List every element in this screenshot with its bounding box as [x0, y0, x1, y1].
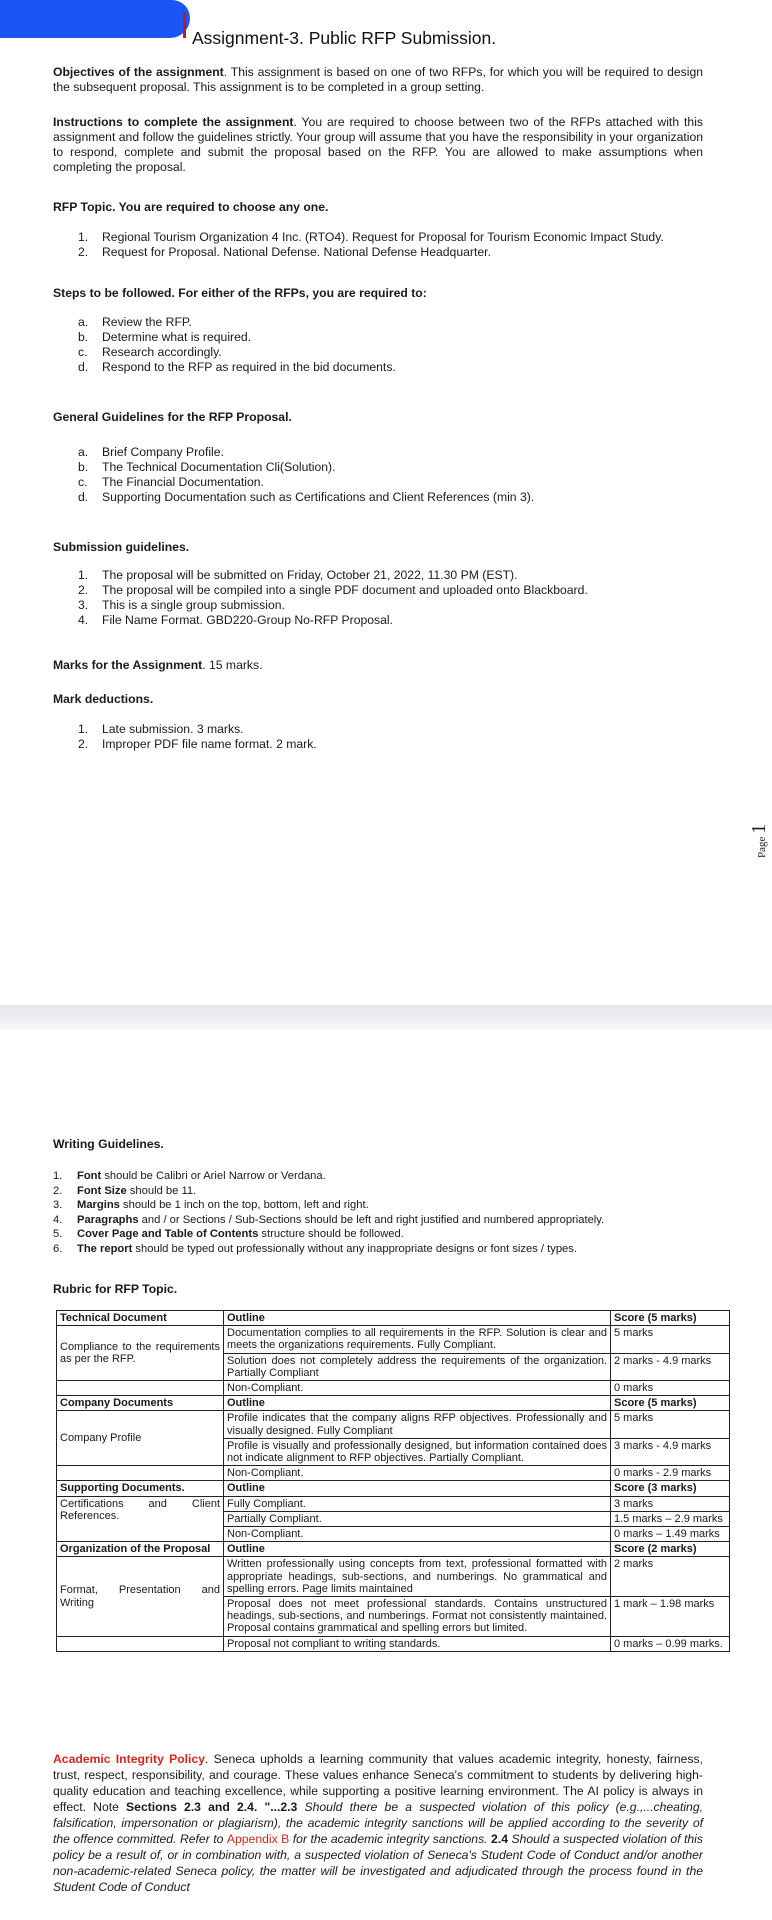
- list-item: [78, 230, 664, 245]
- list-bold-term: The report: [77, 1242, 133, 1255]
- criterion-cell: Compliance to the requirements as per the RFP.: [57, 1326, 224, 1381]
- appendix-b-link[interactable]: Appendix B: [226, 1832, 290, 1846]
- list-marker: b.: [78, 460, 89, 474]
- title-accent-bar: [183, 12, 186, 38]
- academic-integrity-paragraph: [53, 1751, 703, 1895]
- objectives-text: . This assignment is based on one of two RFPs, for which you will be required to design the subsequent proposal. This assignment is to be completed in a group setting.: [53, 65, 703, 94]
- list-text: Research accordingly.: [102, 345, 222, 359]
- list-item: [53, 1242, 604, 1257]
- score-cell: 3 marks - 4.9 marks: [611, 1438, 730, 1465]
- score-cell: 3 marks: [611, 1496, 730, 1511]
- integrity-section-2-4: 2.4: [491, 1832, 508, 1846]
- page-number: 1: [748, 823, 770, 834]
- list-item: [53, 1184, 604, 1199]
- list-item: [53, 1227, 604, 1242]
- list-bold-term: Font: [77, 1170, 102, 1182]
- list-text: Review the RFP.: [102, 315, 192, 329]
- list-item: [78, 445, 534, 460]
- table-row: [57, 1496, 730, 1511]
- description-cell: Solution does not completely address the requirements of the organization. Partially Compliant: [224, 1353, 611, 1380]
- deductions-list: [78, 722, 317, 752]
- score-cell: 0 marks – 0.99 marks.: [611, 1636, 730, 1651]
- list-text: The proposal will be compiled into a single PDF document and uploaded onto Blackboard.: [102, 583, 588, 597]
- list-marker: 6.: [53, 1242, 63, 1255]
- integrity-quote-start: "...2.3: [257, 1800, 298, 1814]
- table-row: [57, 1311, 730, 1326]
- section-cell: Supporting Documents.: [57, 1481, 224, 1496]
- list-text: The Technical Documentation Cli(Solution).: [102, 460, 336, 474]
- description-cell: Proposal not compliant to writing standards.: [224, 1636, 611, 1651]
- marks-label: Marks for the Assignment: [53, 658, 203, 672]
- table-row: [57, 1466, 730, 1481]
- list-text: structure should be followed.: [258, 1228, 404, 1241]
- list-marker: 4.: [53, 1213, 63, 1226]
- section-cell: Technical Document: [57, 1311, 224, 1326]
- criterion-cell: Format, Presentation and Writing: [57, 1557, 224, 1636]
- list-item: [78, 568, 588, 583]
- list-item: [78, 583, 588, 598]
- marks-text: . 15 marks.: [202, 658, 263, 672]
- score-cell: 5 marks: [611, 1326, 730, 1353]
- list-text: and / or Sections / Sub-Sections should be left and right justified and numbered appropriately.: [138, 1213, 605, 1226]
- objectives-paragraph: [53, 65, 703, 95]
- steps-list: [78, 315, 396, 375]
- writing-guidelines-list: [53, 1169, 604, 1257]
- list-marker: c.: [78, 475, 88, 489]
- table-row: [57, 1396, 730, 1411]
- list-marker: 2.: [53, 1184, 63, 1197]
- list-bold-term: Margins: [77, 1199, 120, 1212]
- criterion-cell: Certifications and Client References.: [57, 1496, 224, 1542]
- list-marker: d.: [78, 360, 89, 374]
- list-marker: 1.: [78, 230, 89, 244]
- list-text: Respond to the RFP as required in the bid documents.: [102, 360, 396, 374]
- page-label: Page: [756, 836, 768, 858]
- list-item: [78, 613, 588, 628]
- list-text: Request for Proposal. National Defense. National Defense Headquarter.: [102, 245, 491, 259]
- integrity-italic-text: Should a suspected violation of this policy be a result of, or in combination with, a suspected violation of Seneca's Student Code of Conduct and/or another non-academic-related Seneca policy, the matter will be investigated and adjudicated through the process found in the Student Code of Conduct: [53, 1832, 703, 1894]
- score-header-cell: Score (5 marks): [611, 1396, 730, 1411]
- outline-header-cell: Outline: [224, 1396, 611, 1411]
- rfp-topic-heading: RFP Topic. You are required to choose any one.: [53, 200, 329, 214]
- instructions-paragraph: [53, 115, 703, 175]
- list-bold-term: Paragraphs: [77, 1213, 139, 1226]
- list-text: Determine what is required.: [102, 330, 252, 344]
- assignment-title: Assignment-3. Public RFP Submission.: [192, 28, 497, 48]
- table-row: [57, 1481, 730, 1496]
- list-marker: d.: [78, 490, 89, 504]
- list-text: Brief Company Profile.: [102, 445, 224, 459]
- objectives-label: Objectives of the assignment: [53, 65, 224, 79]
- list-marker: 2.: [78, 583, 89, 597]
- list-text: Supporting Documentation such as Certifications and Client References (min 3).: [102, 490, 535, 504]
- table-row: [57, 1542, 730, 1557]
- score-cell: 0 marks: [611, 1381, 730, 1396]
- marks-paragraph: [53, 658, 703, 673]
- list-text: should be Calibri or Ariel Narrow or Verdana.: [101, 1170, 326, 1182]
- list-item: [78, 360, 396, 375]
- integrity-italic-text: Should there be a suspected violation of this policy (e.g.,...cheating, falsification, impersonation or plagiarism), the academic integrity sanctions will be applied according to the severity of the offence committed. Refer to: [53, 1800, 703, 1846]
- list-marker: a.: [78, 315, 89, 329]
- list-item: [78, 722, 317, 737]
- list-text: Late submission. 3 marks.: [102, 722, 244, 736]
- list-bold-term: Font Size: [77, 1184, 127, 1197]
- list-text: should be 11.: [126, 1184, 197, 1197]
- general-guidelines-heading: General Guidelines for the RFP Proposal.: [53, 410, 292, 424]
- writing-guidelines-heading: Writing Guidelines.: [53, 1137, 164, 1151]
- list-marker: b.: [78, 330, 89, 344]
- list-item: [53, 1213, 604, 1228]
- description-cell: Fully Compliant.: [224, 1496, 611, 1511]
- list-bold-term: Cover Page and Table of Contents: [77, 1228, 259, 1241]
- integrity-sections: Sections 2.3 and 2.4.: [126, 1800, 258, 1814]
- description-cell: Partially Compliant.: [224, 1511, 611, 1526]
- outline-header-cell: Outline: [224, 1481, 611, 1496]
- list-marker: 1.: [78, 568, 89, 582]
- list-text: Improper PDF file name format. 2 mark.: [102, 737, 317, 751]
- submission-heading: Submission guidelines.: [53, 540, 190, 554]
- submission-list: [78, 568, 588, 628]
- table-row: [57, 1381, 730, 1396]
- list-marker: 5.: [53, 1228, 63, 1241]
- empty-cell: [57, 1636, 224, 1651]
- score-cell: 2 marks - 4.9 marks: [611, 1353, 730, 1380]
- list-item: [78, 475, 534, 490]
- steps-heading: Steps to be followed. For either of the RFPs, you are required to:: [53, 286, 427, 300]
- list-item: [78, 460, 534, 475]
- list-marker: 4.: [78, 613, 89, 627]
- list-text: Regional Tourism Organization 4 Inc. (RTO4). Request for Proposal for Tourism Economic Impact Study.: [102, 230, 664, 244]
- general-guidelines-list: [78, 445, 534, 505]
- list-text: File Name Format. GBD220-Group No-RFP Proposal.: [102, 613, 394, 627]
- rubric-table: [56, 1310, 730, 1652]
- score-cell: 5 marks: [611, 1411, 730, 1438]
- table-row: [57, 1557, 730, 1597]
- list-item: [78, 330, 396, 345]
- instructions-text: . You are required to choose between two of the RFPs attached with this assignment and follow the guidelines strictly. Your group will assume that you have the responsibility in your organization to respond, complete and submit the proposal based on the RFP. You are allowed to make assumptions when completing the proposal.: [53, 115, 703, 174]
- description-cell: Non-Compliant.: [224, 1381, 611, 1396]
- integrity-text: . Seneca upholds a learning community that values academic integrity, honesty, fairness, trust, respect, responsibility, and courage. These values enhance Seneca's commitment to students by delivering high-quality education and teaching excellence, while supporting a positive learning environment. The AI policy is always in effect. Note: [53, 1752, 703, 1814]
- list-text: The Financial Documentation.: [102, 475, 264, 489]
- list-marker: 3.: [78, 598, 89, 612]
- page-separator: [0, 1005, 772, 1030]
- score-header-cell: Score (2 marks): [611, 1542, 730, 1557]
- score-header-cell: Score (3 marks): [611, 1481, 730, 1496]
- list-item: [78, 737, 317, 752]
- list-marker: 1.: [53, 1170, 63, 1182]
- list-marker: 1.: [78, 722, 89, 736]
- table-row: [57, 1326, 730, 1353]
- list-item: [78, 598, 588, 613]
- integrity-italic-text: for the academic integrity sanctions.: [289, 1832, 492, 1846]
- list-marker: a.: [78, 445, 89, 459]
- list-marker: 2.: [78, 245, 89, 259]
- list-item: [78, 345, 396, 360]
- list-item: [78, 315, 396, 330]
- score-cell: 1 mark – 1.98 marks: [611, 1597, 730, 1637]
- description-cell: Proposal does not meet professional standards. Contains unstructured headings, sub-sections, and numberings. Format not consistently maintained. Proposal contains grammatical and spelling errors but limited.: [224, 1597, 611, 1637]
- section-cell: Organization of the Proposal: [57, 1542, 224, 1557]
- list-item: [78, 245, 664, 260]
- list-text: The proposal will be submitted on Friday, October 21, 2022, 11.30 PM (EST).: [102, 568, 518, 582]
- description-cell: Non-Compliant.: [224, 1466, 611, 1481]
- integrity-label: Academic Integrity Policy: [53, 1752, 205, 1766]
- list-marker: 3.: [53, 1199, 63, 1212]
- description-cell: Written professionally using concepts from text, professional formatted with appropriate headings, sub-sections, and numberings. No grammatical and spelling errors. Page limits maintained: [224, 1557, 611, 1597]
- list-marker: 2.: [78, 737, 89, 751]
- score-header-cell: Score (5 marks): [611, 1311, 730, 1326]
- list-marker: c.: [78, 345, 88, 359]
- redaction-blob: [0, 0, 190, 38]
- list-item: [78, 490, 534, 505]
- list-text: should be typed out professionally without any inappropriate designs or font sizes / types.: [132, 1242, 577, 1255]
- instructions-label: Instructions to complete the assignment: [53, 115, 294, 129]
- table-row: [57, 1636, 730, 1651]
- description-cell: Documentation complies to all requirements in the RFP. Solution is clear and meets the organizations requirements. Fully Compliant.: [224, 1326, 611, 1353]
- score-cell: 0 marks - 2.9 marks: [611, 1466, 730, 1481]
- rubric-heading: Rubric for RFP Topic.: [53, 1282, 178, 1296]
- empty-cell: [57, 1466, 224, 1481]
- score-cell: 0 marks – 1.49 marks: [611, 1527, 730, 1542]
- empty-cell: [57, 1381, 224, 1396]
- outline-header-cell: Outline: [224, 1311, 611, 1326]
- outline-header-cell: Outline: [224, 1542, 611, 1557]
- page-number-mark: [748, 824, 771, 858]
- score-cell: 2 marks: [611, 1557, 730, 1597]
- description-cell: Non-Compliant.: [224, 1527, 611, 1542]
- criterion-cell: Company Profile: [57, 1411, 224, 1466]
- list-text: should be 1 inch on the top, bottom, left and right.: [119, 1199, 369, 1212]
- description-cell: Profile indicates that the company aligns RFP objectives. Professionally and visually designed. Fully Compliant: [224, 1411, 611, 1438]
- list-text: This is a single group submission.: [102, 598, 285, 612]
- list-item: [53, 1169, 604, 1184]
- table-row: [57, 1411, 730, 1438]
- section-cell: Company Documents: [57, 1396, 224, 1411]
- rfp-topic-list: [78, 230, 664, 260]
- deductions-heading: Mark deductions.: [53, 692, 154, 706]
- list-item: [53, 1198, 604, 1213]
- score-cell: 1.5 marks – 2.9 marks: [611, 1511, 730, 1526]
- description-cell: Profile is visually and professionally designed, but information contained does not indicate alignment to RFP objectives. Partially Compliant.: [224, 1438, 611, 1465]
